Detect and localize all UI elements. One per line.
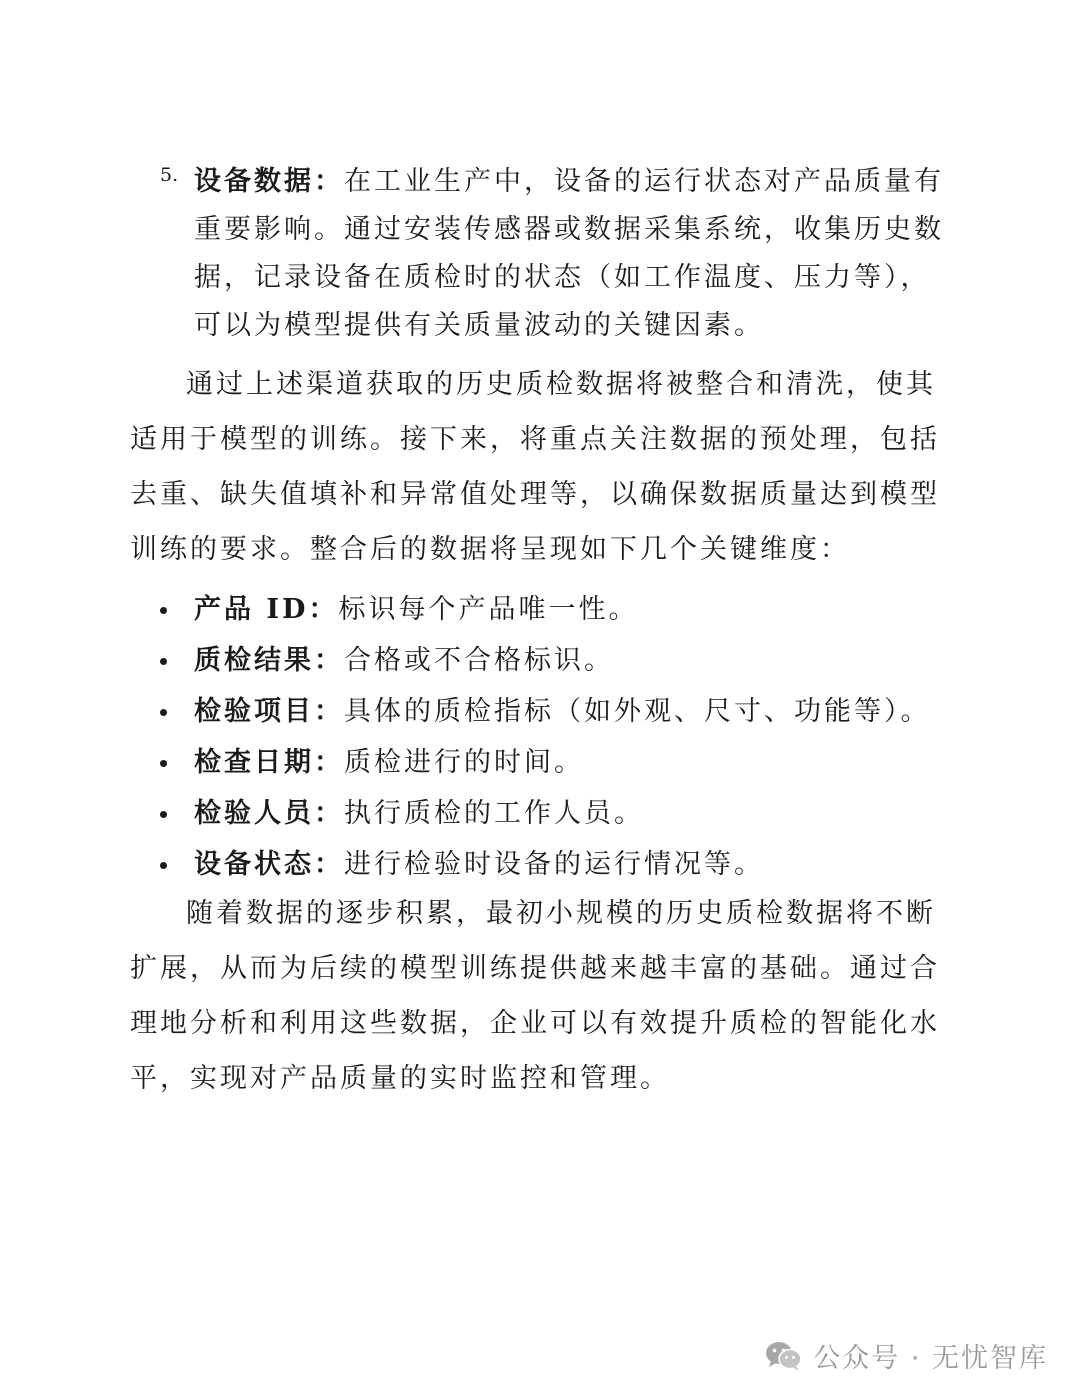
item-body <box>194 158 960 350</box>
bullet-dot <box>160 760 167 767</box>
bullet-text: 合格或不合格标识。 <box>344 645 614 676</box>
paragraph-integration: 通过上述渠道获取的历史质检数据将被整合和清洗，使其适用于模型的训练。接下来，将重点关注数据的预处理，包括去重、缺失值填补和异常值处理等，以确保数据质量达到模型训练的要求。整合后的数据将呈现如下几个关键维度： <box>130 369 940 565</box>
bullet-dot <box>160 811 167 818</box>
bullet-dot <box>160 709 167 716</box>
list-item <box>160 635 960 686</box>
bullet-label: 检验人员： <box>194 798 344 829</box>
paragraph-accumulation: 随着数据的逐步积累，最初小规模的历史质检数据将不断扩展，从而为后续的模型训练提供越来越丰富的基础。通过合理地分析和利用这些数据，企业可以有效提升质检的智能化水平，实现对产品质量的实时监控和管理。 <box>130 898 940 1094</box>
bullet-label: 质检结果： <box>194 645 344 676</box>
item-label: 设备数据： <box>194 166 344 197</box>
bullet-text: 质检进行的时间。 <box>344 747 584 778</box>
bullet-label: 检查日期： <box>194 747 344 778</box>
list-item <box>160 686 960 737</box>
key-dimensions-list <box>160 584 960 890</box>
bullet-label: 产品 ID： <box>194 594 339 625</box>
wechat-icon <box>765 1340 803 1372</box>
item-text: 在工业生产中，设备的运行状态对产品质量有重要影响。通过安装传感器或数据采集系统，收集历史数据，记录设备在质检时的状态（如工作温度、压力等），可以为模型提供有关质量波动的关键因素。 <box>194 166 944 341</box>
bullet-dot <box>160 862 167 869</box>
bullet-text: 标识每个产品唯一性。 <box>338 594 639 625</box>
list-item <box>160 788 960 839</box>
bullet-label: 检验项目： <box>194 696 344 727</box>
item-number: 5. <box>160 164 179 186</box>
list-item <box>160 737 960 788</box>
bullet-text: 具体的质检指标（如外观、尺寸、功能等）。 <box>344 696 931 727</box>
bullet-dot <box>160 607 167 614</box>
list-item <box>160 584 960 635</box>
bullet-dot <box>160 658 167 665</box>
numbered-item-5 <box>160 158 960 350</box>
watermark-text: 公众号 · 无忧智库 <box>813 1343 1048 1374</box>
bullet-label: 设备状态： <box>194 849 344 880</box>
bullet-text: 执行质检的工作人员。 <box>344 798 644 829</box>
bullet-text: 进行检验时设备的运行情况等。 <box>344 849 764 880</box>
list-item <box>160 839 960 890</box>
watermark <box>765 1336 1048 1375</box>
